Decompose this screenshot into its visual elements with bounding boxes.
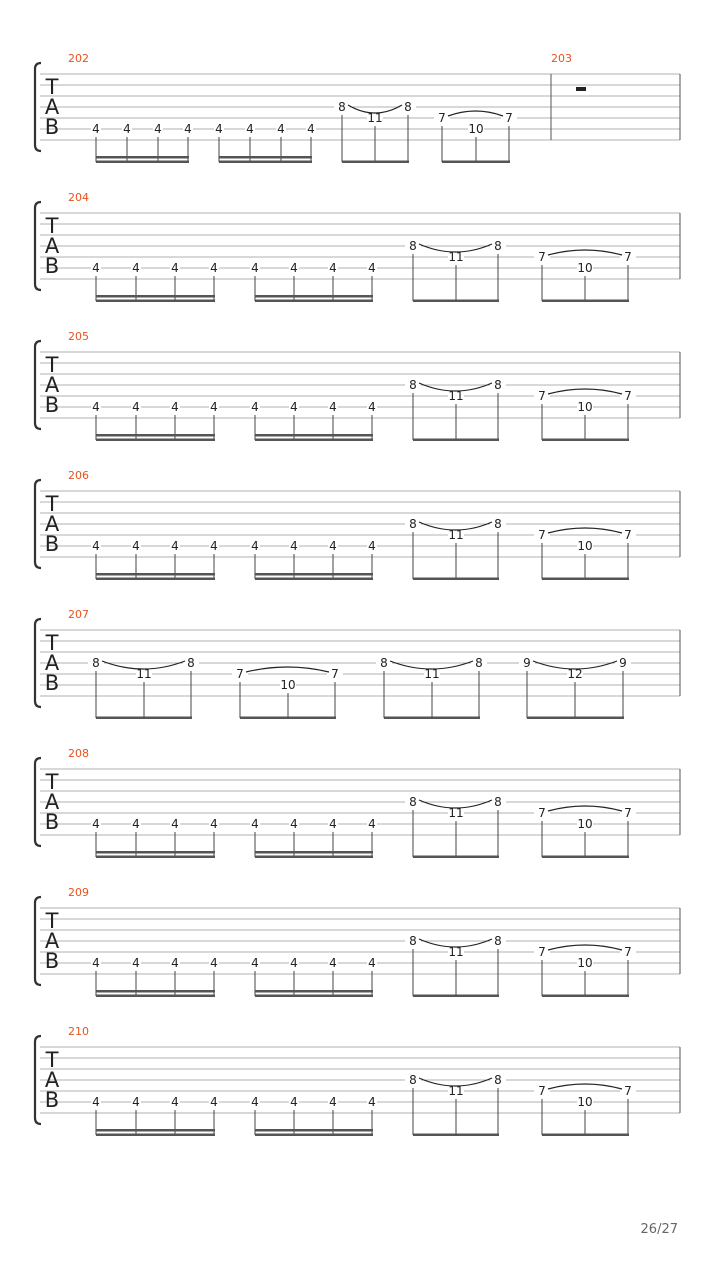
tab-clef-letter: B (44, 810, 60, 834)
fret-number: 4 (290, 817, 298, 831)
note-beam (96, 161, 189, 164)
fret-number: 8 (494, 934, 502, 948)
fret-number: 4 (290, 400, 298, 414)
slur-arc (448, 111, 503, 116)
note-beam (96, 995, 215, 998)
measure-number: 207 (68, 608, 89, 621)
slurred-note-group (232, 667, 343, 719)
fret-number: 7 (538, 528, 546, 542)
fret-number: 4 (171, 400, 179, 414)
note-beam (255, 434, 373, 437)
measure-number: 209 (68, 886, 89, 899)
note-beam (255, 439, 373, 442)
fret-number: 7 (505, 111, 513, 125)
fret-number: 4 (210, 817, 218, 831)
fret-number: 4 (251, 1095, 259, 1109)
sixteenth-note-group (91, 1095, 219, 1136)
sixteenth-note-group (250, 261, 377, 302)
fret-number: 4 (171, 817, 179, 831)
tab-clef-letter: T (45, 75, 59, 99)
tab-system-208 (35, 747, 680, 858)
whole-rest-icon (576, 87, 586, 91)
tab-clef-letter: A (44, 1068, 60, 1092)
fret-number: 11 (424, 667, 440, 681)
note-beam (96, 717, 192, 720)
tab-system-205 (35, 330, 680, 441)
fret-number: 7 (624, 806, 632, 820)
note-beam (542, 995, 629, 998)
fret-number: 10 (280, 678, 296, 692)
note-beam (255, 300, 373, 303)
tab-system-206 (35, 469, 680, 580)
note-beam (255, 856, 373, 859)
sixteenth-note-group (214, 122, 316, 163)
note-beam (96, 434, 215, 437)
note-beam (96, 1134, 215, 1137)
fret-number: 4 (132, 1095, 140, 1109)
fret-number: 11 (136, 667, 152, 681)
fret-number: 4 (92, 956, 100, 970)
tab-clef-letter: A (44, 95, 60, 119)
fret-number: 4 (307, 122, 315, 136)
tab-clef-letter: T (45, 631, 59, 655)
fret-number: 4 (251, 956, 259, 970)
tab-system-207 (35, 608, 680, 719)
fret-number: 4 (368, 261, 376, 275)
fret-number: 12 (567, 667, 583, 681)
slurred-note-group (405, 795, 506, 858)
fret-number: 4 (329, 261, 337, 275)
slur-arc (548, 806, 622, 811)
fret-number: 8 (494, 239, 502, 253)
fret-number: 4 (329, 1095, 337, 1109)
fret-number: 4 (277, 122, 285, 136)
fret-number: 8 (409, 517, 417, 531)
fret-number: 4 (92, 539, 100, 553)
note-beam (96, 1129, 215, 1132)
tab-system-204 (35, 191, 680, 302)
fret-number: 4 (132, 261, 140, 275)
fret-number: 4 (92, 1095, 100, 1109)
fret-number: 4 (329, 539, 337, 553)
sixteenth-note-group (250, 817, 377, 858)
tab-clef-letter: B (44, 254, 60, 278)
fret-number: 8 (409, 934, 417, 948)
fret-number: 4 (184, 122, 192, 136)
measure-number: 202 (68, 52, 89, 65)
fret-number: 7 (538, 250, 546, 264)
note-beam (219, 156, 312, 159)
fret-number: 10 (577, 956, 593, 970)
fret-number: 11 (448, 1084, 464, 1098)
note-beam (255, 578, 373, 581)
note-beam (255, 995, 373, 998)
measure-number: 206 (68, 469, 89, 482)
note-beam (96, 578, 215, 581)
fret-number: 11 (448, 250, 464, 264)
fret-number: 8 (494, 1073, 502, 1087)
fret-number: 8 (494, 378, 502, 392)
tab-clef-letter: T (45, 1048, 59, 1072)
note-beam (527, 717, 624, 720)
note-beam (413, 995, 499, 998)
fret-number: 4 (251, 539, 259, 553)
tab-clef-letter: T (45, 353, 59, 377)
fret-number: 4 (154, 122, 162, 136)
fret-number: 8 (92, 656, 100, 670)
slurred-note-group (534, 250, 636, 302)
slurred-note-group (405, 1073, 506, 1136)
fret-number: 4 (215, 122, 223, 136)
measure-number: 210 (68, 1025, 89, 1038)
fret-number: 7 (538, 389, 546, 403)
fret-number: 4 (368, 956, 376, 970)
slurred-note-group (534, 806, 636, 858)
fret-number: 11 (448, 528, 464, 542)
note-beam (255, 573, 373, 576)
fret-number: 11 (367, 111, 383, 125)
fret-number: 7 (624, 1084, 632, 1098)
fret-number: 11 (448, 945, 464, 959)
slur-arc (548, 1084, 622, 1089)
fret-number: 10 (577, 261, 593, 275)
tab-clef-letter: B (44, 115, 60, 139)
tab-system-202 (35, 52, 680, 163)
note-beam (96, 295, 215, 298)
note-beam (255, 990, 373, 993)
note-beam (342, 161, 409, 164)
tab-system-209 (35, 886, 680, 997)
note-beam (413, 439, 499, 442)
note-beam (413, 578, 499, 581)
note-beam (96, 156, 189, 159)
note-beam (96, 439, 215, 442)
fret-number: 7 (538, 1084, 546, 1098)
note-beam (96, 856, 215, 859)
fret-number: 8 (404, 100, 412, 114)
fret-number: 7 (624, 389, 632, 403)
tab-clef-letter: A (44, 512, 60, 536)
fret-number: 4 (290, 261, 298, 275)
fret-number: 4 (251, 400, 259, 414)
slur-arc (548, 945, 622, 950)
note-beam (240, 717, 336, 720)
measure-number: 205 (68, 330, 89, 343)
slurred-note-group (334, 100, 416, 163)
tab-clef-letter: T (45, 492, 59, 516)
slurred-note-group (534, 389, 636, 441)
fret-number: 8 (494, 795, 502, 809)
tab-system-210 (35, 1025, 680, 1136)
fret-number: 7 (236, 667, 244, 681)
slurred-note-group (519, 656, 631, 719)
tab-clef-letter: A (44, 234, 60, 258)
fret-number: 4 (251, 817, 259, 831)
fret-number: 8 (475, 656, 483, 670)
fret-number: 10 (577, 400, 593, 414)
fret-number: 8 (187, 656, 195, 670)
fret-number: 4 (290, 956, 298, 970)
note-beam (96, 851, 215, 854)
fret-number: 4 (329, 400, 337, 414)
measure-number: 204 (68, 191, 89, 204)
tab-clef-letter: B (44, 393, 60, 417)
fret-number: 4 (329, 956, 337, 970)
page-number: 26/27 (640, 1222, 678, 1237)
note-beam (413, 1134, 499, 1137)
fret-number: 4 (368, 1095, 376, 1109)
fret-number: 4 (210, 956, 218, 970)
sixteenth-note-group (91, 817, 219, 858)
note-beam (96, 990, 215, 993)
fret-number: 4 (210, 1095, 218, 1109)
fret-number: 8 (409, 239, 417, 253)
sixteenth-note-group (250, 539, 377, 580)
slurred-note-group (534, 945, 636, 997)
note-beam (542, 439, 629, 442)
tab-clef-letter: T (45, 909, 59, 933)
fret-number: 11 (448, 389, 464, 403)
fret-number: 7 (538, 945, 546, 959)
slurred-note-group (534, 528, 636, 580)
fret-number: 10 (577, 539, 593, 553)
fret-number: 4 (171, 261, 179, 275)
tab-clef-letter: B (44, 671, 60, 695)
fret-number: 4 (132, 539, 140, 553)
fret-number: 4 (329, 817, 337, 831)
slurred-note-group (405, 378, 506, 441)
measure-number: 208 (68, 747, 89, 760)
note-beam (255, 295, 373, 298)
tab-clef-letter: T (45, 214, 59, 238)
tab-clef-letter: B (44, 1088, 60, 1112)
note-beam (96, 300, 215, 303)
tab-clef-letter: B (44, 532, 60, 556)
note-beam (255, 1134, 373, 1137)
fret-number: 8 (494, 517, 502, 531)
fret-number: 4 (210, 400, 218, 414)
sixteenth-note-group (91, 956, 219, 997)
slurred-note-group (405, 934, 506, 997)
fret-number: 4 (171, 956, 179, 970)
tab-clef-letter: B (44, 949, 60, 973)
note-beam (219, 161, 312, 164)
note-beam (255, 1129, 373, 1132)
tab-clef-letter: A (44, 790, 60, 814)
tab-clef-letter: A (44, 651, 60, 675)
fret-number: 4 (123, 122, 131, 136)
fret-number: 4 (171, 1095, 179, 1109)
fret-number: 4 (246, 122, 254, 136)
slurred-note-group (405, 517, 506, 580)
note-beam (442, 161, 510, 164)
fret-number: 8 (409, 378, 417, 392)
fret-number: 8 (380, 656, 388, 670)
slur-arc (548, 250, 622, 255)
fret-number: 4 (92, 817, 100, 831)
fret-number: 7 (438, 111, 446, 125)
tab-clef-letter: T (45, 770, 59, 794)
fret-number: 4 (251, 261, 259, 275)
note-beam (384, 717, 480, 720)
sixteenth-note-group (250, 956, 377, 997)
fret-number: 7 (624, 945, 632, 959)
fret-number: 4 (368, 539, 376, 553)
sixteenth-note-group (250, 400, 377, 441)
fret-number: 4 (132, 956, 140, 970)
note-beam (542, 578, 629, 581)
slurred-note-group (434, 111, 517, 163)
slur-arc (548, 389, 622, 394)
sixteenth-note-group (91, 539, 219, 580)
note-beam (255, 851, 373, 854)
slur-arc (548, 528, 622, 533)
fret-number: 10 (468, 122, 484, 136)
fret-number: 7 (624, 528, 632, 542)
sixteenth-note-group (91, 261, 219, 302)
slur-arc (246, 667, 329, 672)
note-beam (96, 573, 215, 576)
fret-number: 4 (210, 539, 218, 553)
fret-number: 4 (368, 817, 376, 831)
fret-number: 7 (331, 667, 339, 681)
note-beam (542, 1134, 629, 1137)
slurred-note-group (88, 656, 199, 719)
fret-number: 10 (577, 1095, 593, 1109)
sixteenth-note-group (91, 400, 219, 441)
fret-number: 8 (338, 100, 346, 114)
fret-number: 11 (448, 806, 464, 820)
fret-number: 4 (171, 539, 179, 553)
tab-clef-letter: A (44, 373, 60, 397)
fret-number: 4 (368, 400, 376, 414)
slurred-note-group (405, 239, 506, 302)
fret-number: 9 (619, 656, 627, 670)
fret-number: 4 (132, 817, 140, 831)
fret-number: 9 (523, 656, 531, 670)
fret-number: 8 (409, 795, 417, 809)
fret-number: 8 (409, 1073, 417, 1087)
slurred-note-group (376, 656, 487, 719)
fret-number: 4 (92, 400, 100, 414)
fret-number: 10 (577, 817, 593, 831)
sixteenth-note-group (91, 122, 193, 163)
tab-clef-letter: A (44, 929, 60, 953)
measure-number: 203 (551, 52, 572, 65)
note-beam (413, 300, 499, 303)
note-beam (413, 856, 499, 859)
fret-number: 4 (210, 261, 218, 275)
slurred-note-group (534, 1084, 636, 1136)
note-beam (542, 856, 629, 859)
note-beam (542, 300, 629, 303)
fret-number: 4 (92, 261, 100, 275)
fret-number: 4 (290, 1095, 298, 1109)
sixteenth-note-group (250, 1095, 377, 1136)
fret-number: 4 (132, 400, 140, 414)
fret-number: 7 (538, 806, 546, 820)
fret-number: 4 (290, 539, 298, 553)
fret-number: 4 (92, 122, 100, 136)
fret-number: 7 (624, 250, 632, 264)
